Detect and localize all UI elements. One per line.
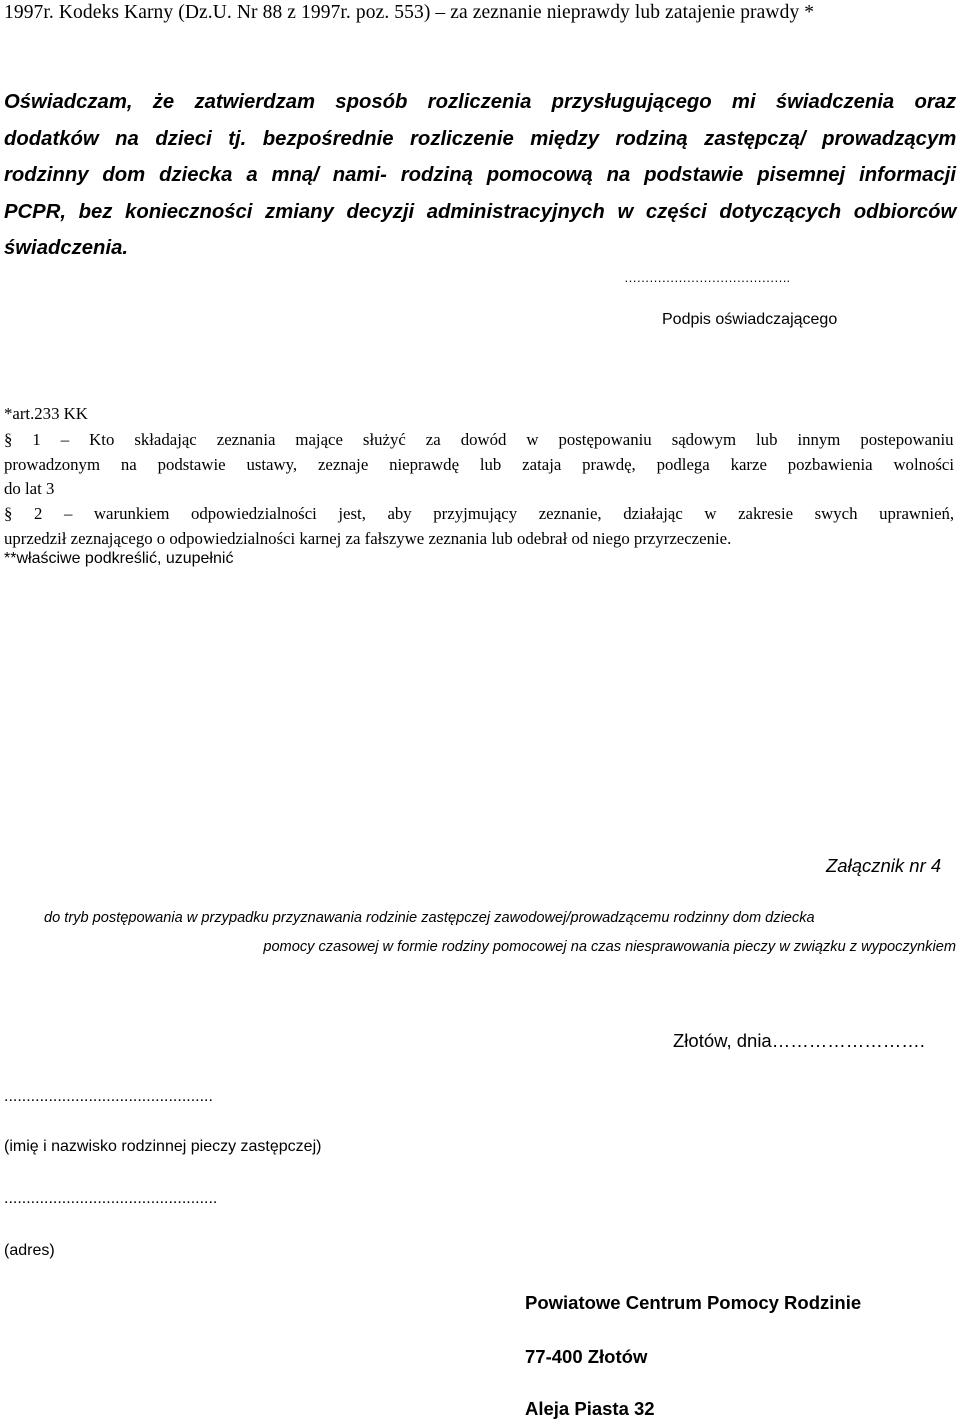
article-paragraph-1 xyxy=(4,428,956,502)
attachment-subtitle-line: pomocy czasowej w formie rodziny pomocowej na czas niesprawowania pieczy w związku z wypoczynkiem xyxy=(263,939,956,955)
attachment-subtitle xyxy=(44,904,956,962)
recipient-postal-code: 77-400 Złotów xyxy=(525,1346,648,1367)
declaration-line: dodatków na dzieci tj. bezpośrednie rozliczenie między rodziną zastępczą/ prowadzącym xyxy=(4,127,957,150)
signature-label: Podpis oświadczającego xyxy=(662,311,838,328)
paragraph-line: do lat 3 xyxy=(4,479,55,498)
name-label: (imię i nazwisko rodzinnej pieczy zastępczej) xyxy=(4,1138,322,1155)
address-fill-line: ................................................ xyxy=(4,1190,218,1207)
recipient-name: Powiatowe Centrum Pomocy Rodzinie xyxy=(525,1292,862,1313)
article-reference: *art.233 KK xyxy=(4,404,88,423)
attachment-title: Załącznik nr 4 xyxy=(826,855,942,876)
declaration-line: Oświadczam, że zatwierdzam sposób rozliczenia przysługującego mi świadczenia oraz xyxy=(4,91,957,113)
name-fill-line: ............................................... xyxy=(4,1088,213,1105)
attachment-subtitle-line: do tryb postępowania w przypadku przyznawania rodzinie zastępczej zawodowej/prowadzącemu rodzinny dom dziecka xyxy=(44,910,815,926)
signature-line: …………………………………. xyxy=(624,270,790,285)
article-paragraph-2 xyxy=(4,502,956,551)
declaration-line: świadczenia. xyxy=(4,237,128,259)
declaration-line: PCPR, bez konieczności zmiany decyzji administracyjnych w części dotyczących odbiorców xyxy=(4,200,957,223)
place-date-field: Złotów, dnia……………………. xyxy=(673,1030,925,1051)
recipient-street: Aleja Piasta 32 xyxy=(525,1398,655,1419)
paragraph-line: uprzedził zeznającego o odpowiedzialności karnej za fałszywe zeznania lub odebrał od niego przyrzeczenie. xyxy=(4,528,732,548)
declaration-text xyxy=(4,84,958,267)
declaration-line: rodzinny dom dziecka a mną/ nami- rodziną pomocową na podstawie pisemnej informacji xyxy=(4,164,956,186)
address-label: (adres) xyxy=(4,1242,55,1259)
paragraph-line: § 1 – Kto składając zeznania mające służyć za dowód w postępowaniu sądowym lub innym postepowaniu xyxy=(4,430,954,449)
underline-instruction-note: **właściwe podkreślić, uzupełnić xyxy=(4,550,234,567)
paragraph-line: prowadzonym na podstawie ustawy, zeznaje nieprawdę lub zataja prawdę, podlega karze pozbawienia wolności xyxy=(4,454,955,474)
legal-reference-line: 1997r. Kodeks Karny (Dz.U. Nr 88 z 1997r. poz. 553) – za zeznanie nieprawdy lub zatajenie prawdy * xyxy=(4,2,815,23)
paragraph-line: § 2 – warunkiem odpowiedzialności jest, aby przyjmujący zeznanie, działając w zakresie swych uprawnień, xyxy=(4,504,955,523)
